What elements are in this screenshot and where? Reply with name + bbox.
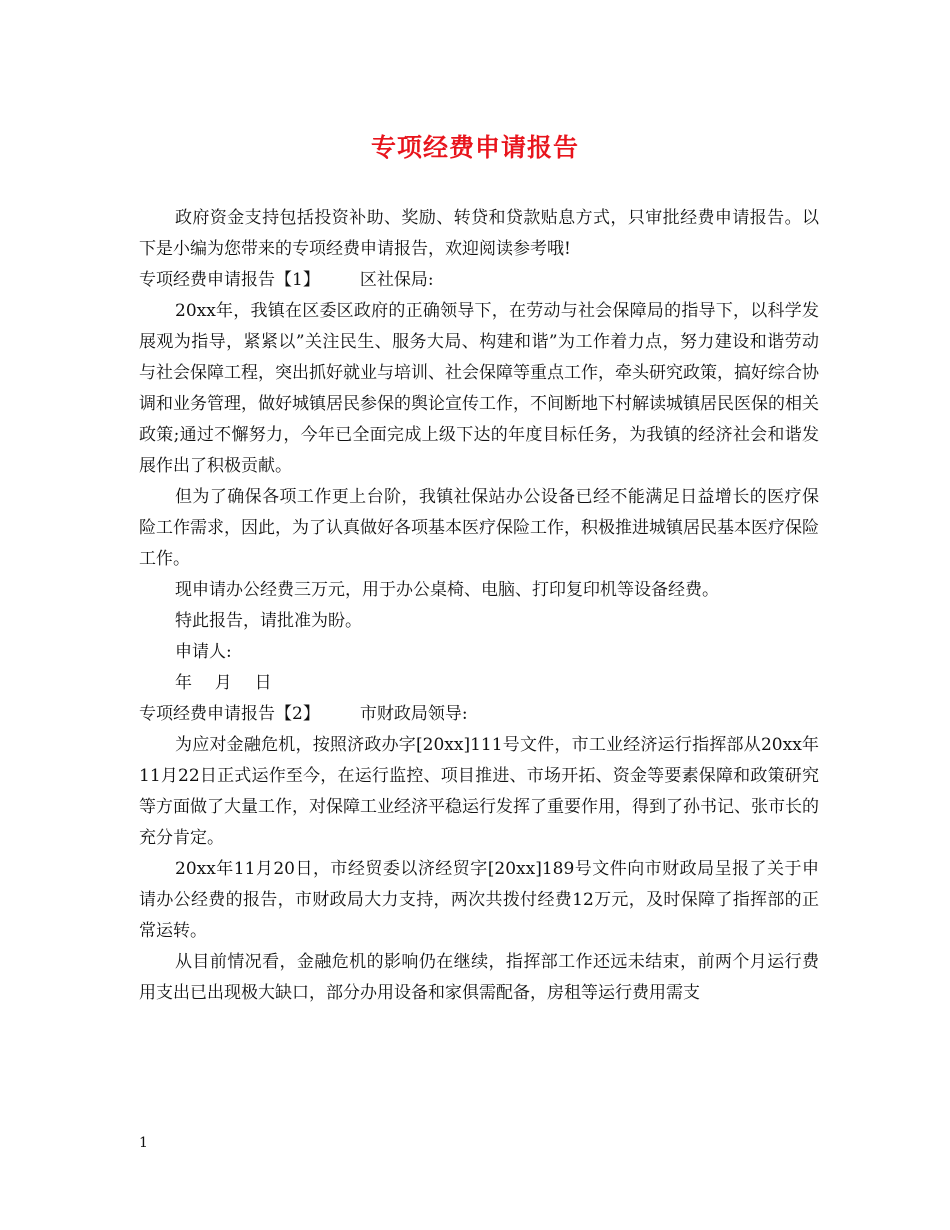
applicant-line: 申请人: <box>175 642 232 662</box>
section-1-paragraph: 特此报告，请批准为盼。 <box>175 611 362 631</box>
section-1-heading-line <box>139 265 819 296</box>
document-title: 专项经费申请报告 <box>370 133 579 162</box>
section-2-heading: 专项经费申请报告【2】 <box>139 704 320 724</box>
section-2-paragraph: 从目前情况看，金融危机的影响仍在继续，指挥部工作还远未结束，前两个月运行费用支出已出现极大缺口，部分办用设备和家俱需配备，房租等运行费用需支 <box>139 952 819 1003</box>
section-1-paragraph: 现申请办公经费三万元，用于办公桌椅、电脑、打印复印机等设备经费。 <box>175 580 719 600</box>
section-2-heading-line <box>139 699 819 730</box>
section-1-paragraph: 但为了确保各项工作更上台阶，我镇社保站办公设备已经不能满足日益增长的医疗保险工作需求，因此，为了认真做好各项基本医疗保险工作，积极推进城镇居民基本医疗保险工作。 <box>139 487 819 569</box>
section-2-addressee: 市财政局领导: <box>359 704 468 724</box>
section-1-paragraph: 20xx年，我镇在区委区政府的正确领导下，在劳动与社会保障局的指导下，以科学发展观为指导，紧紧以”关注民生、服务大局、构建和谐”为工作着力点，努力建设和谐劳动与社会保障工程，突出抓好就业与培训、社会保障等重点工作，牵头研究政策，搞好综合协调和业务管理，做好城镇居民参保的舆论宣传工作，不间断地下村解读城镇居民医保的相关政策;通过不懈努力，今年已全面完成上级下达的年度目标任务，为我镇的经济社会和谐发展作出了积极贡献。 <box>139 301 819 476</box>
section-2-paragraph: 20xx年11月20日，市经贸委以济经贸字[20xx]189号文件向市财政局呈报了关于申请办公经费的报告，市财政局大力支持，两次共拨付经费12万元，及时保障了指挥部的正常运转。 <box>139 859 819 941</box>
date-line: 年 月 日 <box>175 673 272 693</box>
section-1-addressee: 区社保局: <box>359 270 434 290</box>
document-body <box>139 203 819 1009</box>
page-number: 1 <box>139 1135 148 1151</box>
intro-paragraph: 政府资金支持包括投资补助、奖励、转贷和贷款贴息方式，只审批经费申请报告。以下是小编为您带来的专项经费申请报告，欢迎阅读参考哦! <box>139 208 819 259</box>
section-1-heading: 专项经费申请报告【1】 <box>139 270 320 290</box>
section-2-paragraph: 为应对金融危机，按照济政办字[20xx]111号文件，市工业经济运行指挥部从20xx年11月22日正式运作至今，在运行监控、项目推进、市场开拓、资金等要素保障和政策研究等方面做了大量工作，对保障工业经济平稳运行发挥了重要作用，得到了孙书记、张市长的充分肯定。 <box>139 735 819 848</box>
